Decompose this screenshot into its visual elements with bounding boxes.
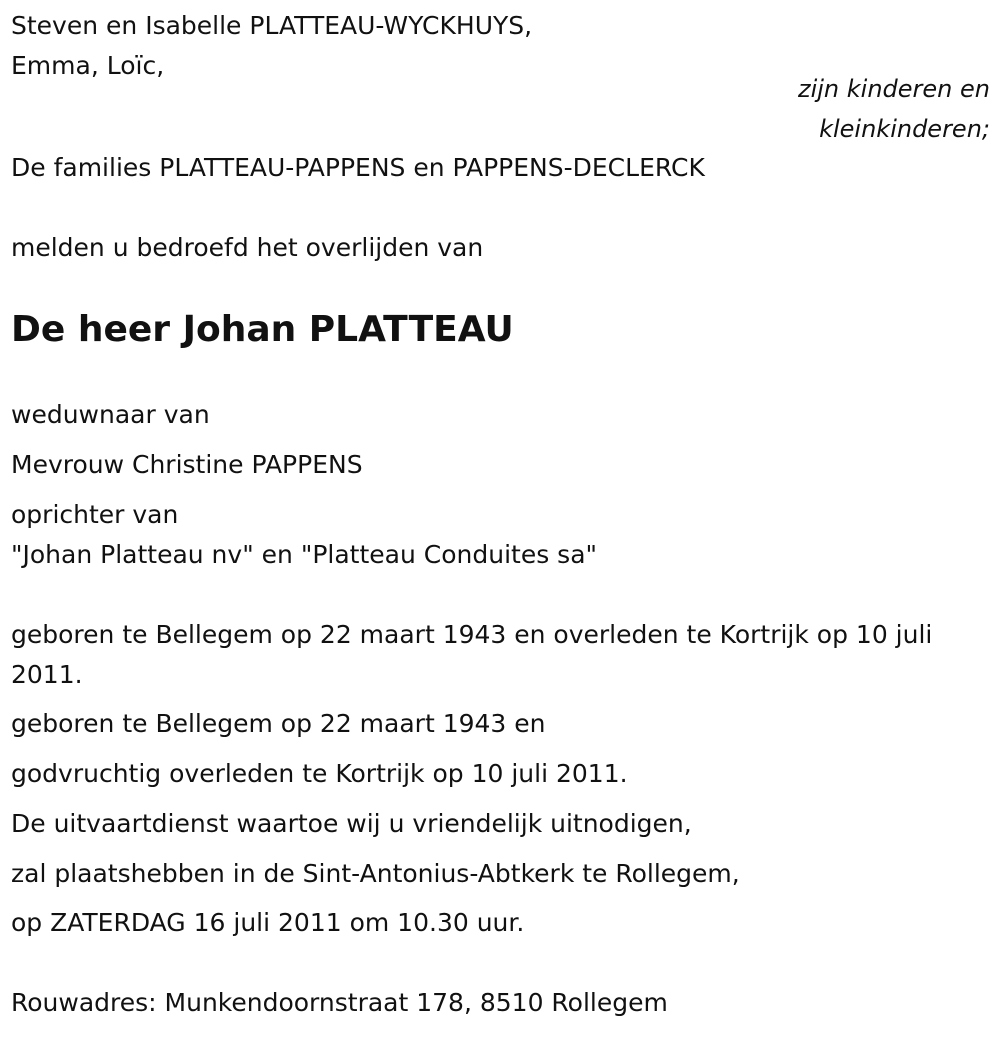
spouse-name: Mevrouw Christine PAPPENS — [11, 450, 363, 479]
relation-line-1: zijn kinderen en — [798, 75, 990, 103]
families-line: De families PLATTEAU-PAPPENS en PAPPENS-DECLERCK — [11, 153, 705, 182]
widower-label: weduwnaar van — [11, 400, 210, 429]
birth-line: geboren te Bellegem op 22 maart 1943 en — [11, 709, 546, 738]
birth-death-summary: geboren te Bellegem op 22 maart 1943 en overleden te Kortrijk op 10 juli 2011. — [11, 620, 933, 689]
family-line-2: Emma, Loïc, — [11, 51, 165, 80]
service-location: zal plaatshebben in de Sint-Antonius-Abtkerk te Rollegem, — [11, 859, 740, 888]
companies: "Johan Platteau nv" en "Platteau Conduites sa" — [11, 540, 598, 569]
family-line-1: Steven en Isabelle PLATTEAU-WYCKHUYS, — [11, 11, 533, 40]
service-time: op ZATERDAG 16 juli 2011 om 10.30 uur. — [11, 908, 525, 937]
service-invite: De uitvaartdienst waartoe wij u vriendelijk uitnodigen, — [11, 809, 692, 838]
founder-label: oprichter van — [11, 500, 179, 529]
relation-line-2: kleinkinderen; — [819, 115, 990, 143]
deceased-name: De heer Johan PLATTEAU — [11, 309, 514, 350]
mourning-address: Rouwadres: Munkendoornstraat 178, 8510 Rollegem — [11, 988, 668, 1017]
death-line: godvruchtig overleden te Kortrijk op 10 juli 2011. — [11, 759, 628, 788]
announcement: melden u bedroefd het overlijden van — [11, 233, 484, 262]
